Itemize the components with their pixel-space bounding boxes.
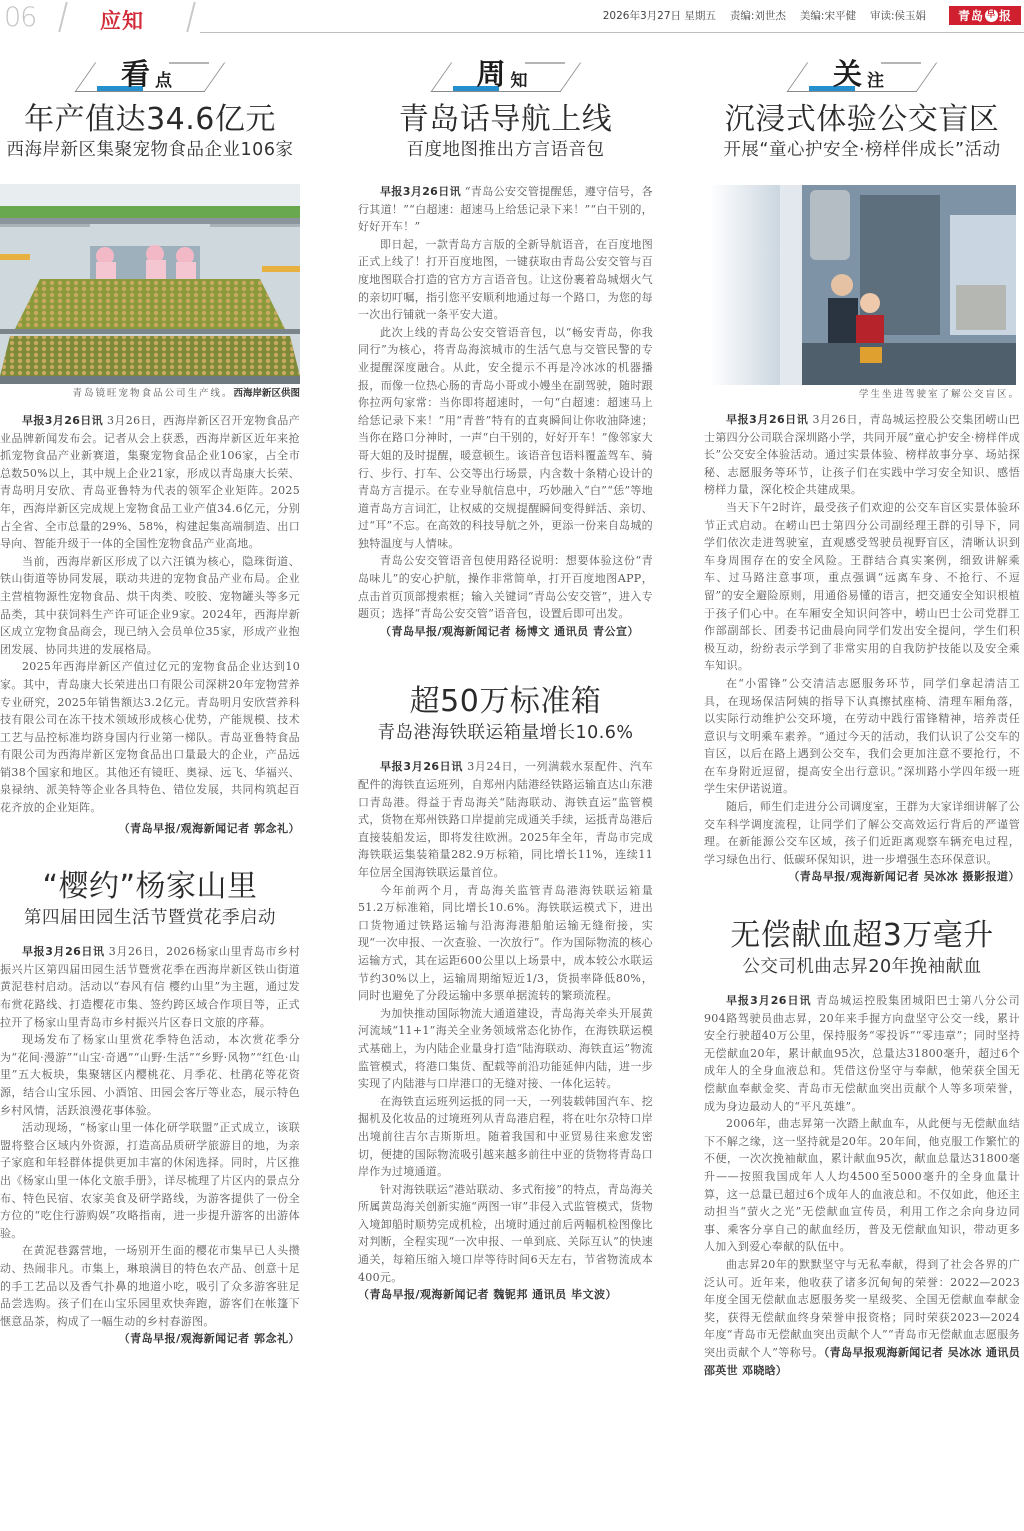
badge-sub-char: 点	[155, 71, 172, 91]
byline: （青岛早报/观海新闻记者 吴冰冰 摄影报道）	[788, 870, 1020, 884]
badge-sub-char: 注	[867, 71, 884, 91]
column-guanzhu	[704, 52, 1020, 1527]
paragraph: 此次上线的青岛公安交管语音包，以“畅安青岛，你我同行”为核心，将青岛海滨城市的生活气息与交管民警的专业提醒深度融合。从此，安全提示不再是冷冰冰的机器播报，而像一位热心肠的青岛小哥或小嫚坐在副驾驶，随时跟你拉两句家常：当你即将超速时，一句“白超速：超速马上给恁记录下来！”用“青普”特有的直爽瞬间让你收油降速；当你在路口分神时，一声“白干别的，好好开车！”像邻家大哥大姐的及时提醒，暖意顿生。该语音包语料覆盖驾车、骑行、步行、打车、公交等出行场景，内含数十条精心设计的青岛方言提示。在专业导航信息中，巧妙融入“白”“恁”等地道青岛方言词汇，让权威的交规提醒瞬间变得鲜活、亲切、过“耳”不忘。在高效的科技导航之外，更添一份来自岛城的独特温度与人情味。	[358, 325, 653, 550]
byline: （青岛早报/观海新闻记者 郭念礼）	[118, 1332, 300, 1346]
art-editor-credit: 美编:宋平健	[799, 10, 856, 22]
byline: （青岛早报/观海新闻记者 杨博文 通讯员 青公宣）	[380, 624, 640, 638]
paragraph: 今年前两个月，青岛海关监管青岛港海铁联运箱量51.2万标准箱，同比增长10.6%。海铁联运模式下，进出口货物通过铁路运输与沿海海港船舶运输无缝衔接，实现“一次申报、一次查验、一次放行”。作为国际物流的核心运输方式，其在运距600公里以上场景中，成本较公水联运节约30%以上，运输周期缩短近1/3，货损率降低80%，同时也避免了分段运输中多票单据流转的繁琐流程。	[358, 883, 653, 1003]
paragraph: 早报3月26日讯 3月26日，2026杨家山里青岛市乡村振兴片区第四届田园生活节暨赏花季在西海岸新区铁山街道黄泥巷村启动。活动以“春风有信 樱约山里”为主题，通过发布赏花路线、打造樱花市集、签约跨区域合作项目等，正式拉开了杨家山里青岛市乡村振兴片区春日文旅的序幕。	[0, 945, 300, 1029]
section-name: 应知	[100, 9, 144, 33]
headline: “樱约”杨家山里	[42, 869, 258, 905]
article-bus-blind-spot	[704, 102, 1020, 886]
badge-main-char: 周	[476, 57, 506, 91]
paragraph: 在海铁直运班列运抵的同一天，一列装载韩国汽车、挖掘机及化妆品的过境班列从青岛港启程，将在吐尔尕特口岸出境前往吉尔吉斯斯坦。随着我国和中亚贸易往来愈发密切，便捷的国际物流吸引越来越多前往中亚的货物将青岛口岸作为过境通道。	[358, 1094, 653, 1179]
article-body	[0, 943, 300, 1348]
byline: （青岛早报/观海新闻记者 郭念礼）	[118, 821, 300, 835]
dateline: 早报3月26日讯	[380, 760, 464, 774]
article-body	[358, 758, 653, 1303]
subheadline: 青岛港海铁联运箱量增长10.6%	[377, 723, 634, 744]
paragraph: 活动现场，“杨家山里一体化研学联盟”正式成立，该联盟将整合区域内外资源，打造高品质研学旅游目的地，为亲子家庭和年轻群体提供更加丰富的休闲选择。同时，片区推出《杨家山里一体化文旅手册》，详尽梳理了片区内的景点分布、特色民宿、农家美食及研学路线，为游客提供了一份全方位的“吃住行游购娱”攻略指南，进一步提升游客的出游体验。	[0, 1121, 300, 1240]
paragraph: 当天下午2时许，最受孩子们欢迎的公交车盲区实景体验环节正式启动。在崂山巴士第四分公司副经理王群的引导下，同学们依次走进驾驶室，直观感受驾驶员视野盲区，清晰认识到车身周围存在的安全风险。王群结合真实案例，细致讲解乘车、过马路注意事项，重点强调“远离车身、不抢行、不逗留”的安全避险原则，用通俗易懂的语言，把交通安全知识根植于孩子们心中。在车厢安全知识问答中，崂山巴士公司党群工作部副部长、团委书记曲晨向同学们发出安全提问，学生们积极互动，纷纷表示学到了非常实用的自我防护技能以及安全乘车知识。	[704, 500, 1020, 673]
headline: 沉浸式体验公交盲区	[724, 102, 1000, 137]
paragraph: 早报3月26日讯 3月26日，西海岸新区召开宠物食品产业品牌新闻发布会。记者从会上获悉，西海岸新区近年来抢抓宠物食品产业新赛道，集聚宠物食品企业106家，占全市总数50%以上，其中规上企业21家，形成以青岛康大长荣、青岛明月安欣、青岛亚鲁特为代表的领军企业矩阵。2025年，西海岸新区完成规上宠物食品工业产值34.6亿元，分别占全省、全市总量的29%、58%，构建起集高端制造、出口导向、智能升级于一体的全国性宠物食品产业高地。	[0, 414, 300, 551]
article-body	[704, 411, 1020, 886]
issue-date: 2026年3月27日 星期五	[602, 10, 716, 22]
paragraph: 为加快推动国际物流大通道建设，青岛海关牵头开展黄河流域“11+1”海关全业务领域常态化协作，在海铁联运模式基础上，为内陆企业量身打造“陆海联动、海铁直运”物流监管模式，将港口集货、配载等前沿功能延伸内陆，进一步实现了内陆港与口岸港口的无缝对接、一体化运转。	[358, 1006, 653, 1091]
paragraph: 即日起，一款青岛方言版的全新导航语音，在百度地图正式上线了！打开百度地图，一键获取由青岛公安交管与百度地图联合打造的官方方言语音包。让这份裹着岛城烟火气的亲切叮嘱，指引您平安顺利地通过每一个路口，为您的每一次出行铺就一条平安大道。	[358, 237, 653, 322]
dateline: 早报3月26日讯	[726, 994, 812, 1008]
badge-sub-char: 知	[510, 71, 528, 91]
bus-driver-image	[710, 185, 1016, 385]
paragraph: 早报3月26日讯 3月26日，青岛城运控股公交集团崂山巴士第四分公司联合深圳路小学，共同开展“童心护安全·榜样伴成长”公交安全体验活动。通过实景体验、榜样故事分享、场站探秘、志愿服务等环节，让孩子们在实践中学习安全知识、感悟榜样力量，深化校企共建成果。	[704, 413, 1020, 497]
proofreader-credit: 审读:侯玉娟	[869, 10, 926, 22]
page-number: 06	[4, 2, 37, 33]
editor-credit: 责编:刘世杰	[729, 10, 786, 22]
badge-main-char: 看	[121, 57, 151, 91]
paragraph: 随后，师生们走进分公司调度室，王群为大家详细讲解了公交车科学调度流程，让同学们了解公交高效运行背后的严谨管理。在新能源公交车区域，孩子们近距离观察车辆充电过程，学习绿色出行、低碳环保知识，进一步增强生态环保意识。	[704, 800, 1020, 866]
paragraph: 针对海铁联运“港站联动、多式衔接”的特点，青岛海关所属黄岛海关创新实施“两图一审”非侵入式监管模式，货物入境卸船时顺势完成机检，出境时通过前后两幅机检图像比对判断，全程实现“一次申报、一单到底、关际互认”的快速通关，每箱压缩入境口岸等待时间6天左右，节省物流成本400元。	[358, 1182, 653, 1284]
article-body	[0, 412, 300, 837]
section-badge	[431, 52, 581, 94]
badge-accent-line	[881, 62, 921, 64]
bus-photo	[710, 185, 1016, 385]
subheadline: 百度地图推出方言语音包	[406, 140, 605, 160]
dateline: 早报3月26日讯	[22, 414, 104, 427]
byline: （青岛早报观海新闻记者 吴冰冰 通讯员 邵英世 邓晓晗）	[704, 1345, 1020, 1377]
paragraph: 当前，西海岸新区形成了以六汪镇为核心，隐珠街道、铁山街道等协同发展，联动共进的宠物食品产业布局。企业主营植物源性宠物食品、烘干肉类、咬胶、宠物罐头等多元品类，其中获饲料生产许可证企业9家。2024年，西海岸新区成立宠物食品商会，现已纳入会员单位35家，形成产业抱团发展、协同共进的发展格局。	[0, 554, 300, 656]
subheadline: 开展“童心护安全·榜样伴成长”活动	[723, 140, 1001, 160]
subheadline: 公交司机曲志昇20年挽袖献血	[742, 957, 982, 978]
article-blood-donation	[704, 918, 1020, 1379]
caption-credit: 西海岸新区供图	[233, 388, 300, 399]
headline: 超50万标准箱	[409, 684, 602, 720]
factory-photo	[0, 184, 300, 384]
section-badge	[75, 52, 225, 94]
dateline: 早报3月26日讯	[22, 945, 105, 959]
article-cherry-blossom	[0, 869, 300, 1348]
paragraph: 青岛公安交管语音包使用路径说明：想要体验这份“青岛味儿”的安心护航，操作非常简单，打开百度地图APP，点击首页顶部搜索框；输入关键词“青岛公安交管”，进入专题页；选择“青岛公安交管”语音包，设置后即可出发。	[358, 554, 653, 621]
paragraph: 2025年西海岸新区产值过亿元的宠物食品企业达到10家。其中，青岛康大长荣进出口有限公司深耕20年宠物营养专业研究，2025年销售额达3.2亿元。青岛明月安欣营养科技有限公司在冻干技术领域形成核心优势，产能规模、技术工艺与品控标准均跻身国内行业第一梯队。青岛亚鲁特食品有限公司为西海岸新区宠物食品出口量最大的企业，产品远销38个国家和地区。其他还有镜旺、奥禄、远飞、华福兴、泉禄纳、派美特等企业各具特色、错位发展，共同构筑起百花齐放的企业矩阵。	[0, 660, 300, 815]
badge-accent-line	[525, 62, 565, 64]
column-zhouzhi	[358, 52, 653, 1527]
divider-slash	[58, 2, 67, 32]
paragraph: 在黄泥巷露营地，一场别开生面的樱花市集早已人头攒动、热闹非凡。市集上，琳琅满目的特色农产品、创意十足的手工艺品以及香气扑鼻的地道小吃，吸引了众多游客驻足品尝选购。孩子们在山宝乐园里欢快奔跑，游客们在帐篷下惬意品茶，构成了一幅生动的乡村春游图。	[0, 1244, 300, 1328]
dateline: 早报3月26日讯	[726, 413, 809, 426]
paragraph: 早报3月26日讯 “青岛公安交管提醒恁，遵守信号，各行其道！”“白超速：超速马上给恁记录下来！”“白干别的，好好开车！”	[358, 185, 653, 234]
headline: 无偿献血超3万毫升	[730, 918, 994, 954]
headline: 青岛话导航上线	[398, 102, 613, 137]
paragraph: 在“小雷锋”公交清洁志愿服务环节，同学们拿起清洁工具，在现场保洁阿姨的指导下认真擦拭座椅、清理车厢角落，以实际行动维护公交环境，在劳动中践行雷锋精神，培养责任意识与文明乘车素养。“通过今天的活动，我们认识了公交车的盲区，以后在路上遇到公交车，我们会更加注意不要抢行，不在车身附近逗留，提高安全出行意识。”深圳路小学四年级一班学生宋伊诺说道。	[704, 676, 1020, 796]
article-body	[358, 183, 653, 640]
paragraph: 早报3月26日讯 3月24日，一列满载水泵配件、汽车配件的海铁直运班列，自郑州内陆港经铁路运输直达山东港口青岛港。得益于青岛海关“陆海联动、海铁直运”监管模式，货物在郑州铁路口岸提前完成通关手续，运抵青岛港后直接装船发运，即将发往欧洲。2025年全年，青岛市完成海铁联运集装箱量282.9万标箱，同比增长11%，连续11年位居全国海铁联运量首位。	[358, 760, 653, 879]
section-badge	[787, 52, 937, 94]
byline: （青岛早报/观海新闻记者 魏铌邦 通讯员 毕文波）	[358, 1288, 618, 1302]
headline: 年产值达34.6亿元	[24, 102, 276, 137]
paragraph: 早报3月26日讯 青岛城运控股集团城阳巴士第八分公司904路驾驶员曲志昇，20年来手握方向盘坚守公交一线，累计安全行驶超40万公里，保持服务“零投诉”“零违章”；同时坚持无偿献血20年，累计献血95次，总量达31800毫升，超过6个成年人的全身血液总和。凭借这份坚守与奉献，他荣获全国无偿献血奉献金奖、青岛市无偿献血突出贡献个人等多项荣誉，成为身边最动人的“平凡英雄”。	[704, 994, 1020, 1113]
subheadline: 西海岸新区集聚宠物食品企业106家	[6, 140, 294, 160]
badge-accent-line	[169, 62, 209, 64]
divider-slash	[186, 2, 195, 32]
subheadline: 第四届田园生活节暨赏花季启动	[24, 908, 276, 929]
column-kandian	[0, 52, 300, 1527]
photo-caption: 学生坐进驾驶室了解公交盲区。	[858, 389, 1020, 400]
article-sea-rail-transport	[358, 684, 653, 1303]
paragraph: 曲志昇20年的默默坚守与无私奉献，得到了社会各界的广泛认可。近年来，他收获了诸多沉甸甸的荣誉：2022—2023年度全国无偿献血志愿服务奖一星级奖、全国无偿献血奉献金奖，获得无偿献血终身荣誉申报资格；同时荣获2023—2024年度“青岛市无偿献血突出贡献个人”“青岛市无偿献血志愿服务突出贡献个人”等称号。（青岛早报观海新闻记者 吴冰冰 通讯员 邵英世 邓晓晗）	[704, 1257, 1020, 1377]
paragraph: 2006年，曲志昇第一次踏上献血车，从此便与无偿献血结下不解之缘，这一坚持就是20年。20年间，他克服工作繁忙的不便，一次次挽袖献血，累计献血95次，献血总量达31800毫升——按照我国成年人人均4500至5000毫升的全身血量计算，这一总量已超过6个成年人的血液总和。不仅如此，他还主动担当“萤火之光”无偿献血宣传员，利用工作之余向身边同事、乘客分享自己的献血经历，普及无偿献血知识，带动更多人加入到爱心奉献的队伍中。	[704, 1117, 1020, 1254]
logo-text-right: 报	[999, 9, 1013, 23]
header-meta	[603, 8, 926, 23]
article-pet-food	[0, 102, 300, 837]
photo-caption	[0, 387, 300, 400]
article-dialect-navigation	[358, 102, 653, 640]
logo-text-left: 青岛	[957, 9, 984, 23]
caption-text: 青岛镜旺宠物食品公司生产线。	[72, 388, 234, 399]
article-body	[704, 992, 1020, 1379]
masthead	[0, 0, 1024, 34]
newspaper-logo	[949, 6, 1021, 25]
badge-main-char: 关	[833, 57, 863, 91]
production-line-image	[0, 184, 300, 384]
logo-emblem: 早	[986, 10, 997, 20]
dateline: 早报3月26日讯	[380, 185, 461, 198]
header-rule	[200, 32, 1024, 33]
paragraph: 现场发布了杨家山里赏花季特色活动，本次赏花季分为“花间·漫游”“山宝·奇遇”“山野·生活”“乡野·风物”“红色·山里”五大板块，集聚辖区内樱桃花、月季花、杜鹃花等花资源，结合山宝乐园、小酒馆、田园会客厅等业态，展示特色乡村风情，活跃浪漫花事体验。	[0, 1033, 300, 1117]
